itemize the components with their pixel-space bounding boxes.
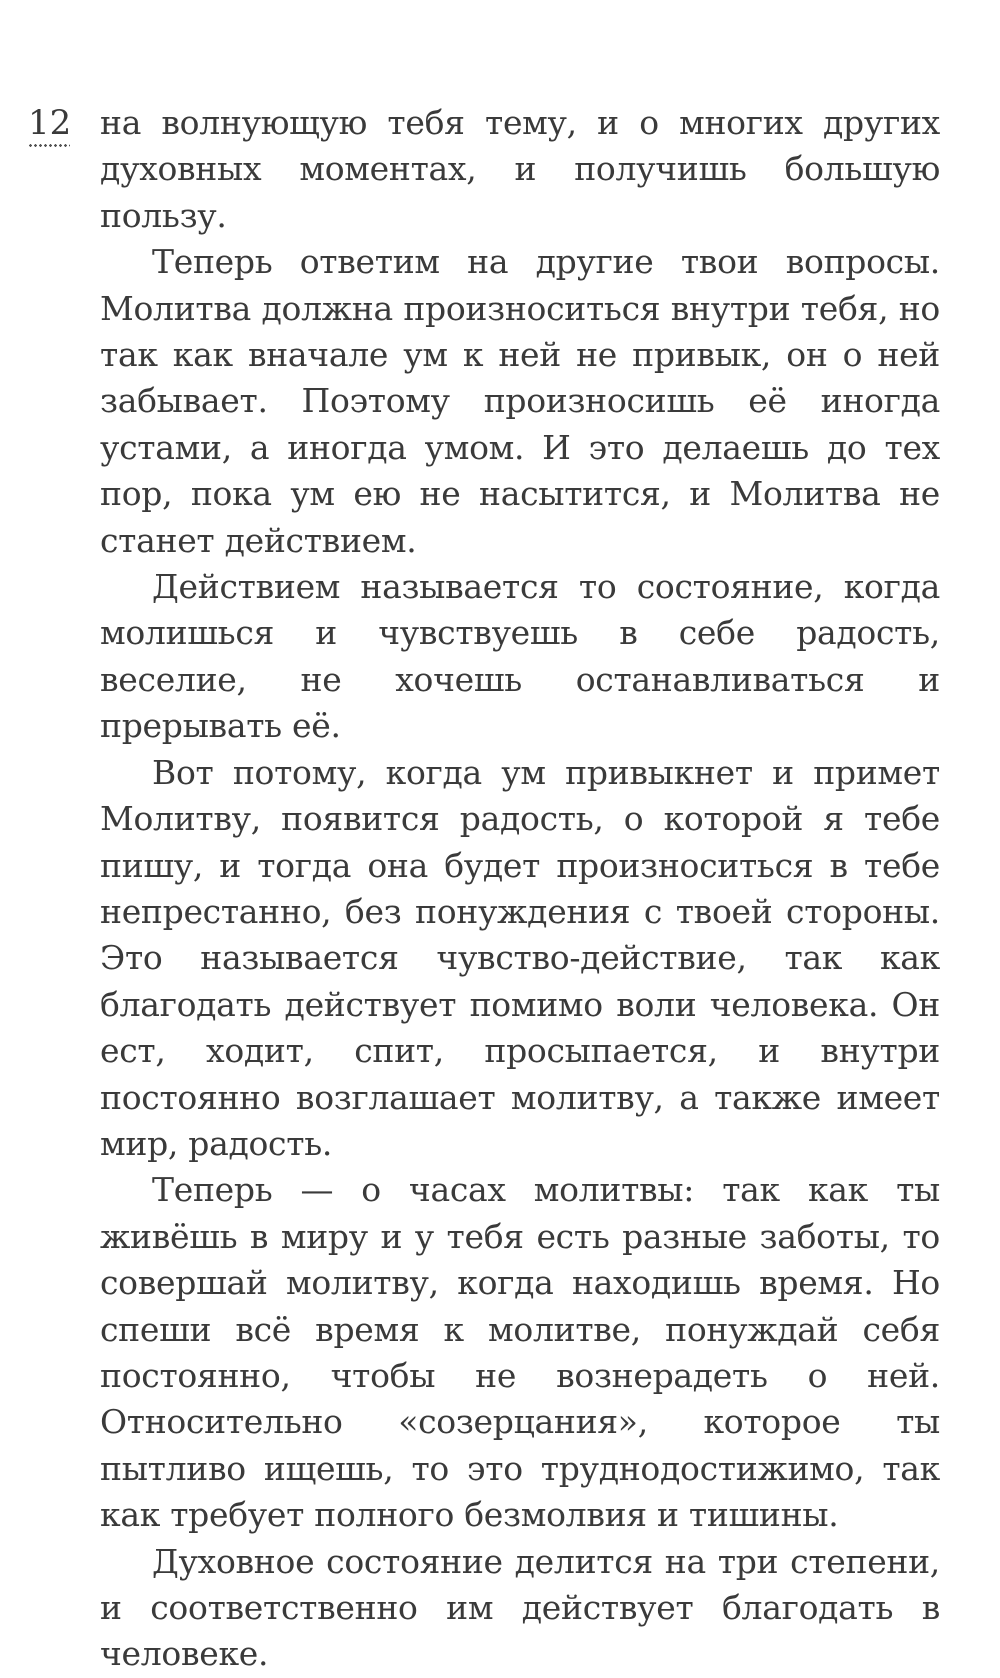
paragraph: Теперь — о часах молитвы: так как ты живёшь в миру и у тебя есть разные заботы, то совершай молитву, когда находишь время. Но спеши всё время к молитве, понуждай себя постоянно, чтобы не вознерадеть о ней. Относительно «созерцания», которое ты пытливо ищешь, то это труднодостижимо, так как требует полного безмолвия и тишины. xyxy=(100,1170,940,1535)
paragraph: на волнующую тебя тему, и о многих других духовных моментах, и получишь большую пользу. xyxy=(100,103,940,235)
paragraph: Теперь ответим на другие твои вопросы. Молитва должна произноситься внутри тебя, но так как вначале ум к ней не привык, он о ней забывает. Поэтому произносишь её иногда устами, а иногда умом. И это делаешь до тех пор, пока ум ею не насытится, и Молитва не станет действием. xyxy=(100,242,940,560)
body-text xyxy=(100,100,940,1678)
paragraph: Действием называется то состояние, когда молишься и чувствуешь в себе радость, веселие, не хочешь останавливаться и прерывать её. xyxy=(100,567,940,746)
page-number-underline xyxy=(28,144,70,147)
paragraph: Вот потому, когда ум привыкнет и примет Молитву, появится радость, о которой я тебе пишу, и тогда она будет произноситься в тебе непрестанно, без понуждения с твоей стороны. Это называется чувство-действие, так как благодать действует помимо воли человека. Он ест, ходит, спит, просыпается, и внутри постоянно возглашает молитву, а также имеет мир, радость. xyxy=(100,752,940,1163)
page-number: 12 xyxy=(28,103,72,143)
paragraph: Духовное состояние делится на три степени, и соответственно им действует благодать в человеке. xyxy=(100,1541,940,1674)
